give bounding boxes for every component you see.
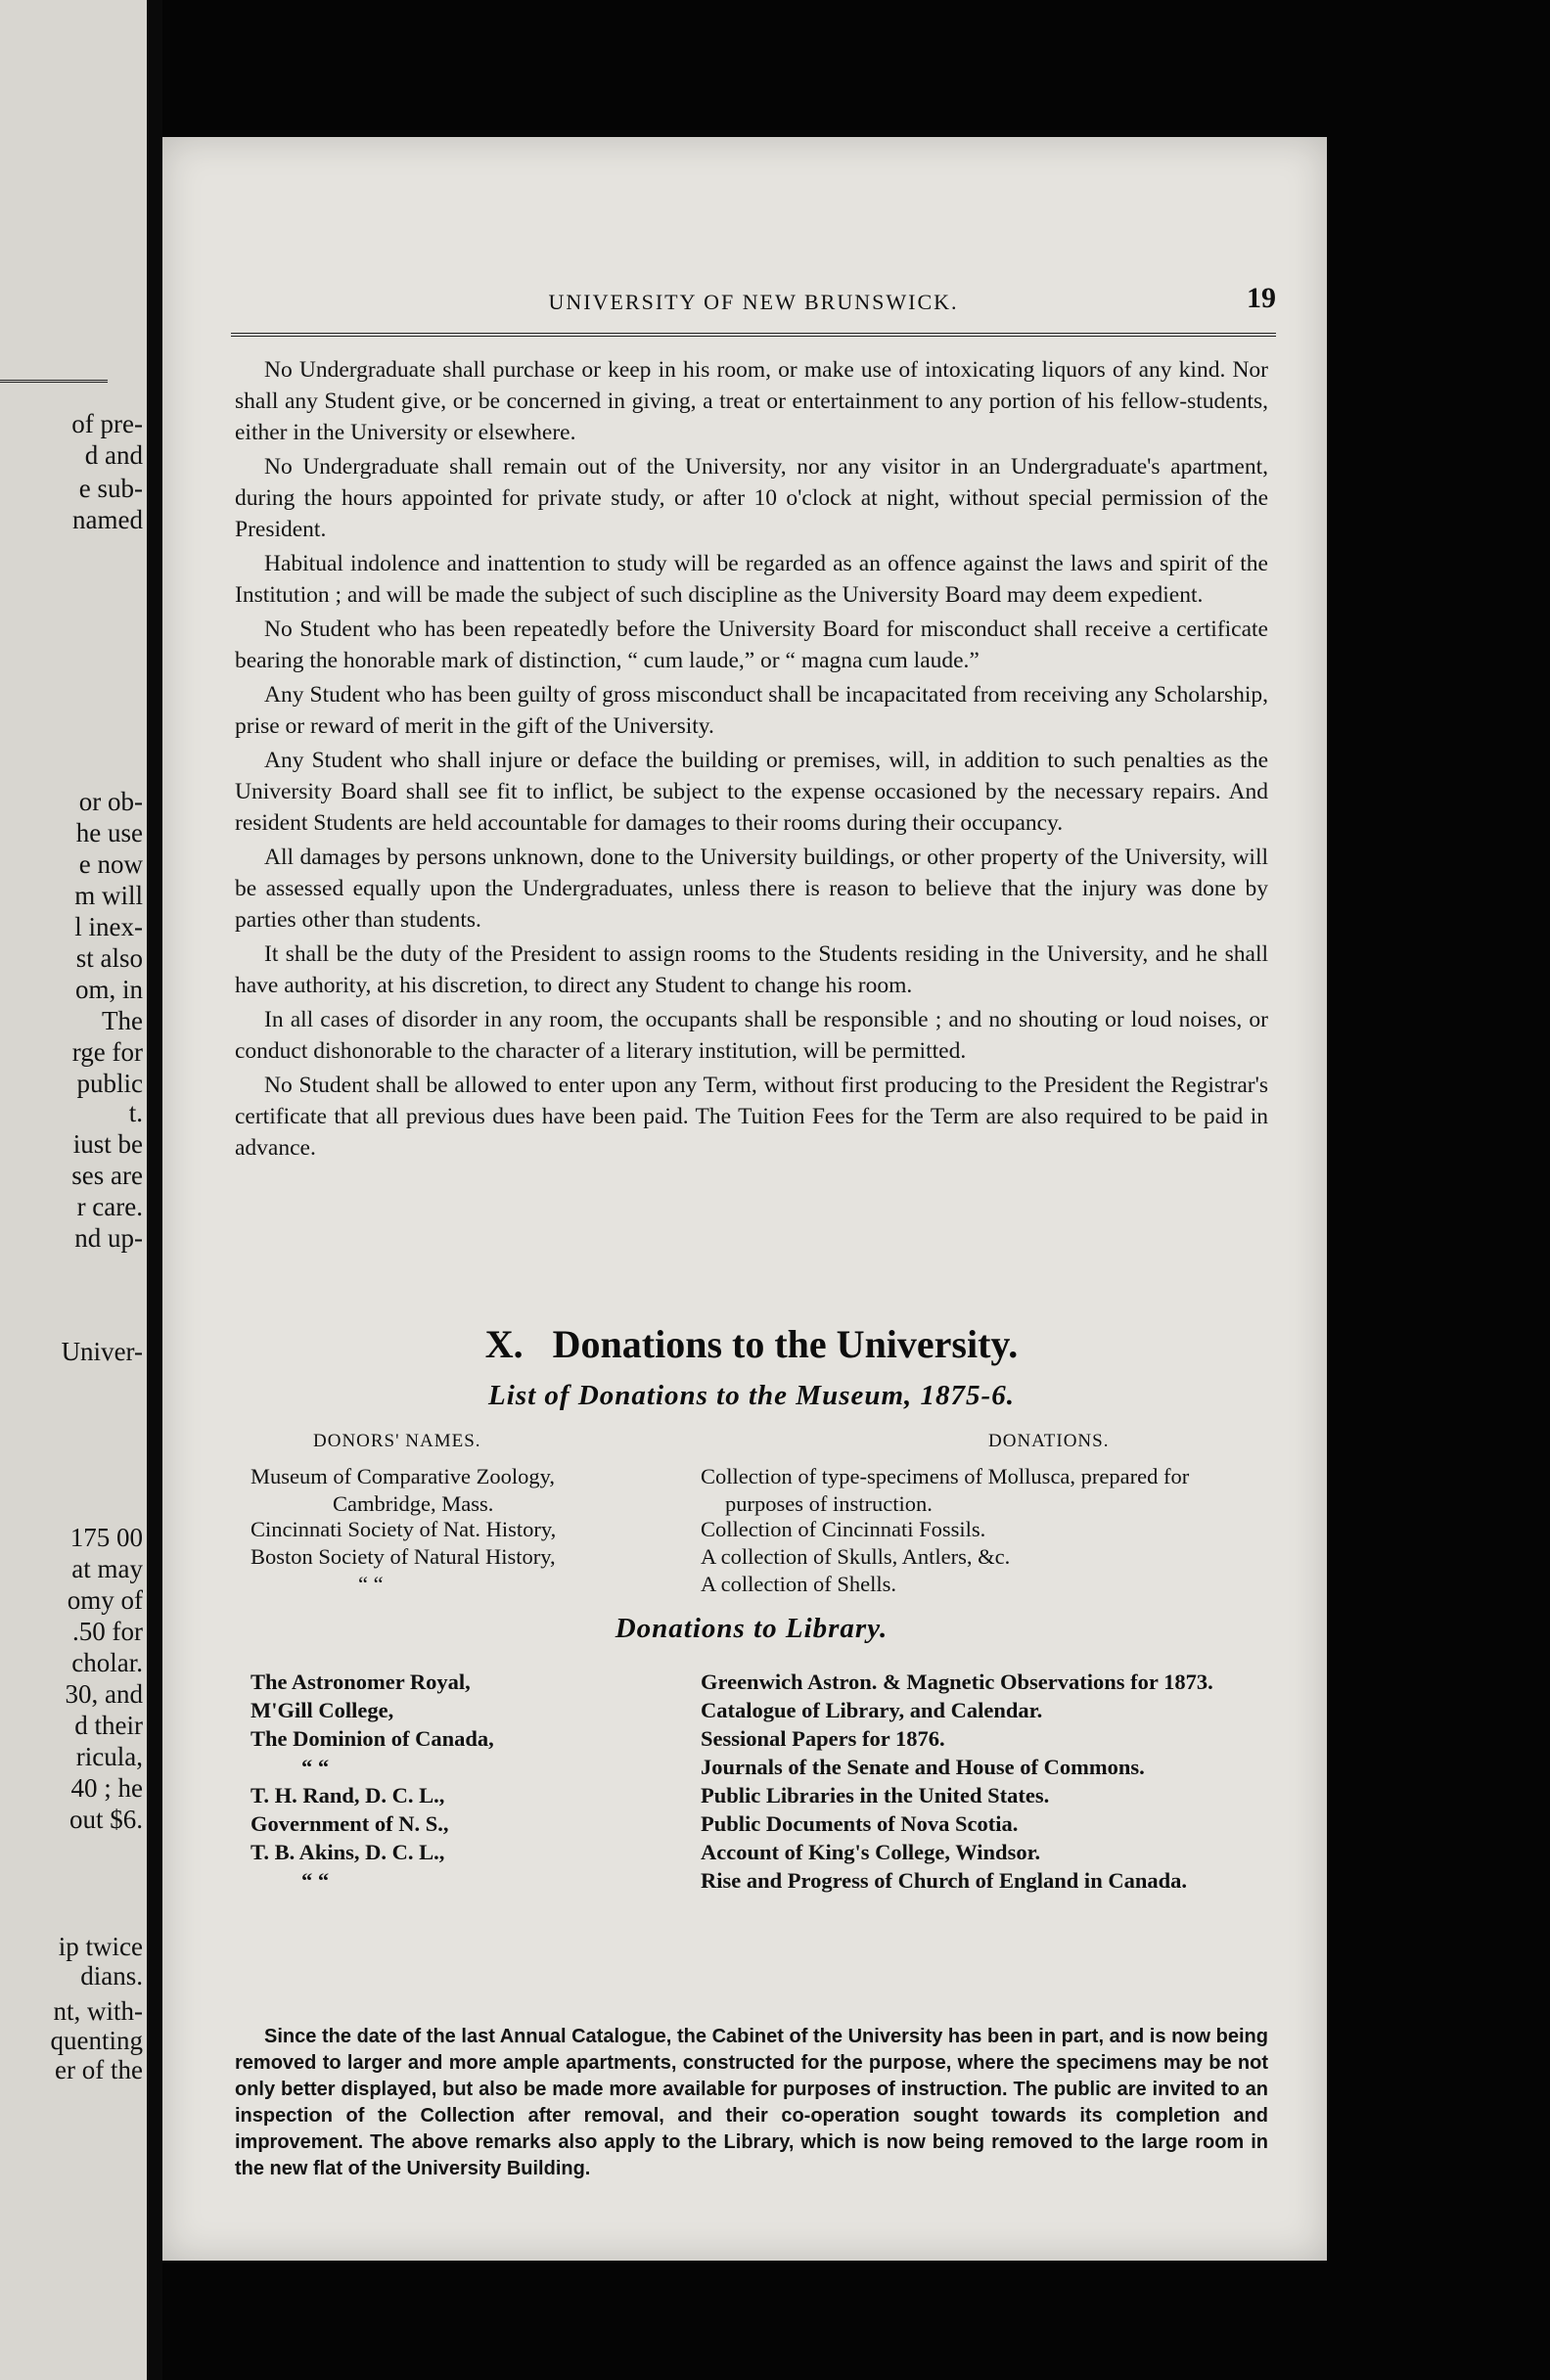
donation-item: Account of King's College, Windsor. [701, 1840, 1041, 1864]
section-number: X. [484, 1322, 524, 1366]
donor-name: Cambridge, Mass. [333, 1491, 494, 1516]
table-row [251, 1840, 1268, 1868]
adjacent-page-line: of pre- [71, 409, 143, 438]
paragraph: Any Student who has been guilty of gross misconduct shall be incapacitated from receiving any Scholarship, prise or reward of merit in the gift of the University. [235, 682, 1268, 739]
paragraph: No Undergraduate shall remain out of the University, nor any visitor in an Undergraduate's apartment, during the hours appointed for private study, or after 10 o'clock at night, without special permission of the President. [235, 454, 1268, 542]
adjacent-page-line: public [76, 1069, 143, 1098]
adjacent-page-line: m will [74, 881, 143, 910]
donors-column-header: DONORS' NAMES. [313, 1431, 481, 1451]
cabinet-footnote: Since the date of the last Annual Catalogue, the Cabinet of the University has been in part, and is now being removed to larger and more ample apartments, constructed for the purpose, where the specimens may be not only better displayed, but also be made more available for purposes of instruction. The public are invited to an inspection of the Collection after removal, and their co-operation sought towards its completion and improvement. The above remarks also apply to the Library, which is now being removed to the large room in the new flat of the University Building. [235, 2026, 1268, 2179]
table-row [251, 1698, 1268, 1726]
adjacent-page-line: quenting [50, 2026, 143, 2055]
adjacent-page-line: named [72, 505, 143, 534]
donor-name: “ “ [301, 1755, 330, 1779]
donor-name: T. B. Akins, D. C. L., [251, 1840, 445, 1864]
adjacent-page-line: er of the [55, 2055, 143, 2084]
paragraph: In all cases of disorder in any room, the occupants shall be responsible ; and no shouting or loud noises, or conduct dishonorable to the character of a literary institution, will be permitted. [235, 1007, 1268, 1064]
table-row [251, 1464, 1268, 1491]
section-title: Donations to the University. [552, 1322, 1019, 1366]
donor-name: The Astronomer Royal, [251, 1670, 471, 1694]
donation-item: A collection of Shells. [701, 1572, 896, 1596]
paragraph: No Student who has been repeatedly before the University Board for misconduct shall receive a certificate bearing the honorable mark of distinction, “ cum laude,” or “ magna cum laude.” [235, 617, 1268, 673]
adjacent-page-rule [0, 380, 108, 383]
donor-name: “ “ [358, 1572, 384, 1596]
donor-name: The Dominion of Canada, [251, 1726, 494, 1751]
table-row [251, 1670, 1268, 1698]
adjacent-page-line: ses are [71, 1161, 143, 1190]
paragraph: No Undergraduate shall purchase or keep in his room, or make use of intoxicating liquors of any kind. Nor shall any Student give, or be concerned in giving, a treat or entertainment to any portion of his fellow-students, either in the University or elsewhere. [235, 357, 1268, 445]
adjacent-page-line: e now [78, 849, 143, 879]
running-title: UNIVERSITY OF NEW BRUNSWICK. [548, 290, 959, 314]
adjacent-page-line: he use [75, 818, 143, 847]
adjacent-page-line: om, in [74, 975, 143, 1004]
donor-name: Museum of Comparative Zoology, [251, 1464, 555, 1488]
donation-item: Collection of Cincinnati Fossils. [701, 1517, 986, 1541]
adjacent-page-line: omy of [67, 1585, 143, 1615]
table-row [251, 1783, 1268, 1811]
donations-column-headers [235, 1431, 1268, 1460]
adjacent-page-line: .50 for [72, 1617, 143, 1646]
library-heading: Donations to Library. [615, 1613, 889, 1644]
regulations-text [235, 354, 1268, 1167]
donation-item: Rise and Progress of Church of England in Canada. [701, 1868, 1187, 1893]
table-row [251, 1517, 1268, 1544]
paragraph: Any Student who shall injure or deface the building or premises, will, in addition to such penalties as the University Board shall see fit to inflict, be subject to the expense occasioned by the necessary repairs. And resident Students are held accountable for damages to their rooms during their occupancy. [235, 748, 1268, 836]
donation-item: A collection of Skulls, Antlers, &c. [701, 1544, 1011, 1569]
donations-column-header: DONATIONS. [988, 1431, 1110, 1451]
donation-item: Greenwich Astron. & Magnetic Observations for 1873. [701, 1670, 1213, 1694]
adjacent-page-line: d and [84, 440, 143, 470]
donor-name: Boston Society of Natural History, [251, 1544, 556, 1569]
table-row [251, 1491, 1268, 1517]
adjacent-page-line: cholar. [71, 1648, 143, 1677]
adjacent-page-line: at may [71, 1554, 143, 1583]
table-row [251, 1868, 1268, 1897]
donation-item: Collection of type-specimens of Mollusca, prepared for [701, 1464, 1190, 1488]
adjacent-page-line: t. [128, 1098, 143, 1127]
adjacent-page-fragment [0, 0, 147, 2380]
adjacent-page-line: ip twice [58, 1932, 143, 1961]
adjacent-page-line: st also [75, 943, 143, 973]
adjacent-page-line: ricula, [75, 1742, 143, 1771]
table-row [251, 1544, 1268, 1572]
section-heading [235, 1321, 1268, 1367]
paragraph: All damages by persons unknown, done to the University buildings, or other property of the University, will be assessed equally upon the Undergraduates, unless there is reason to believe that the injury was done by parties other than students. [235, 845, 1268, 933]
table-row [251, 1572, 1268, 1599]
donor-name: “ “ [301, 1868, 330, 1893]
paragraph: It shall be the duty of the President to assign rooms to the Students residing in the University, and he shall have authority, at his discretion, to direct any Student to change his room. [235, 941, 1268, 998]
header-rule [231, 333, 1276, 337]
donor-name: Government of N. S., [251, 1811, 449, 1836]
adjacent-page-line: iust be [72, 1129, 143, 1159]
adjacent-page-line: Univer- [61, 1337, 143, 1366]
donation-item: Catalogue of Library, and Calendar. [701, 1698, 1043, 1722]
donor-name: T. H. Rand, D. C. L., [251, 1783, 445, 1808]
donation-item: Journals of the Senate and House of Commons. [701, 1755, 1145, 1779]
donation-item: Sessional Papers for 1876. [701, 1726, 945, 1751]
table-row [251, 1726, 1268, 1755]
paragraph: Habitual indolence and inattention to study will be regarded as an offence against the laws and spirit of the Institution ; and will be made the subject of such discipline as the University Board may deem expedient. [235, 551, 1268, 608]
table-row [251, 1811, 1268, 1840]
adjacent-page-line: nt, with- [53, 1996, 143, 2026]
adjacent-page-line: dians. [80, 1961, 143, 1991]
adjacent-page-line: or ob- [78, 787, 143, 816]
adjacent-page-line: l inex- [74, 912, 143, 941]
page-number: 19 [1247, 282, 1276, 314]
document-page [162, 137, 1327, 2261]
page-header [231, 282, 1276, 325]
adjacent-page-line: e sub- [78, 474, 143, 503]
adjacent-page-line: rge for [71, 1037, 143, 1067]
donation-item: purposes of instruction. [725, 1491, 933, 1516]
adjacent-page-line: r care. [76, 1192, 143, 1221]
adjacent-page-line: d their [74, 1711, 143, 1740]
museum-heading: List of Donations to the Museum, 1875-6. [488, 1380, 1015, 1411]
adjacent-page-line: 175 00 [69, 1523, 143, 1552]
table-row [251, 1755, 1268, 1783]
donation-item: Public Documents of Nova Scotia. [701, 1811, 1019, 1836]
adjacent-page-line: out $6. [68, 1805, 143, 1834]
donation-item: Public Libraries in the United States. [701, 1783, 1050, 1808]
donor-name: M'Gill College, [251, 1698, 394, 1722]
paragraph: No Student shall be allowed to enter upon any Term, without first producing to the President the Registrar's certificate that all previous dues have been paid. The Tuition Fees for the Term are also required to be paid in advance. [235, 1073, 1268, 1161]
adjacent-page-line: 40 ; he [70, 1773, 143, 1803]
adjacent-page-line: 30, and [65, 1679, 143, 1709]
museum-donations-table [251, 1464, 1268, 1599]
library-donations-table [251, 1670, 1268, 1897]
donor-name: Cincinnati Society of Nat. History, [251, 1517, 557, 1541]
adjacent-page-line: nd up- [74, 1223, 143, 1253]
adjacent-page-line: The [102, 1006, 143, 1035]
book-gutter [147, 0, 162, 2380]
